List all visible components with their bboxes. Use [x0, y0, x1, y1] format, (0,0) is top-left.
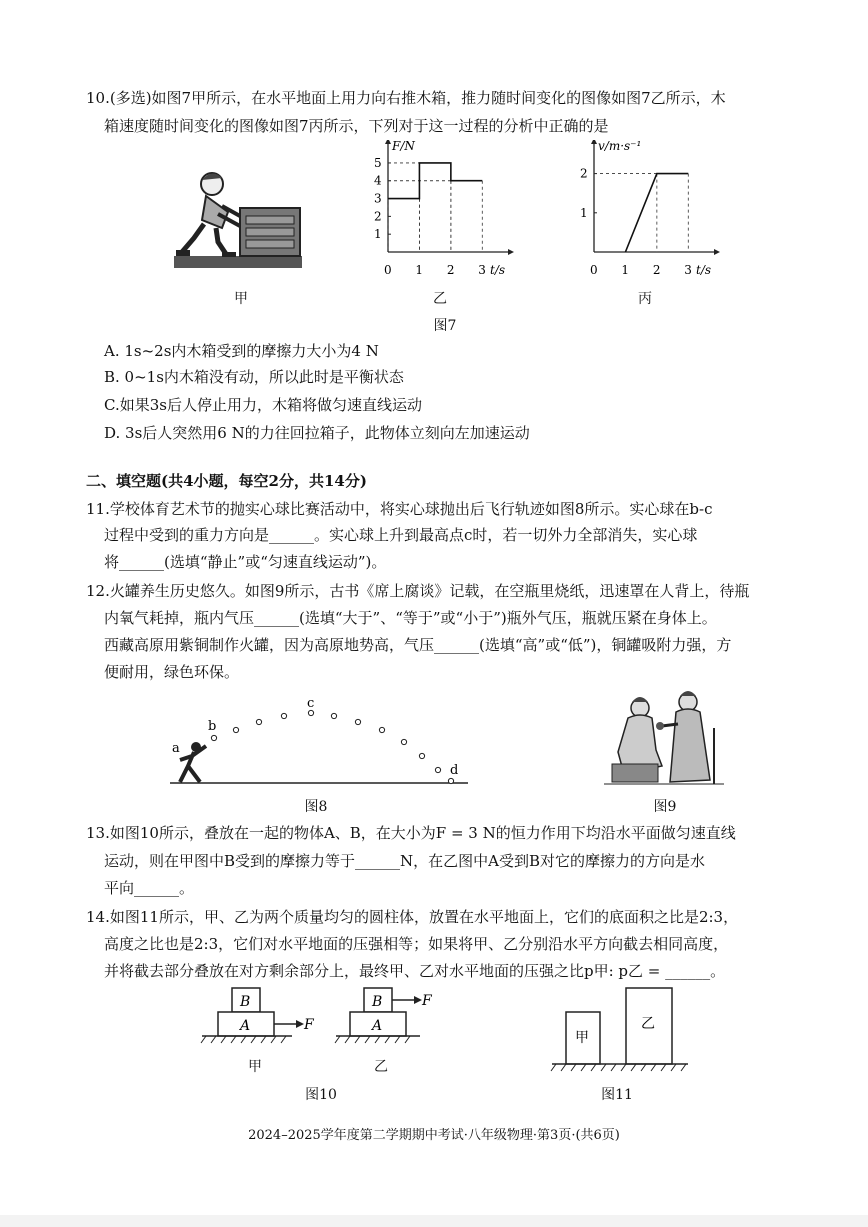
fig8-label-b: b: [208, 719, 217, 734]
fig10-yi-label-b: B: [372, 994, 383, 1010]
fig7-velocity-y-arrow: [591, 140, 597, 144]
q12-line-4: 便耐用，绿色环保。: [104, 663, 240, 681]
fig7-velocity-x-label: t/s: [696, 263, 712, 277]
fig7-force-y-label: F/N: [392, 140, 415, 153]
q10-option-d: D. 3s后人突然用6 N的力往回拉箱子，此物体立刻向左加速运动: [104, 424, 530, 442]
fig7-caption: 图7: [433, 318, 457, 334]
q10-option-b: B. 0~1s内木箱没有动，所以此时是平衡状态: [104, 368, 404, 386]
fig10-jia-label-b: B: [240, 994, 251, 1010]
q14-line-1: 14.如图11所示，甲、乙为两个质量均匀的圆柱体，放置在水平地面上，它们的底面积之比是2:3，: [86, 908, 739, 926]
fig7-force-x-tick-3: 3: [478, 263, 486, 277]
q13-line-2: 运动，则在甲图中B受到的摩擦力等于______N，在乙图中A受到B对它的摩擦力的方向是水: [104, 852, 706, 870]
q12-line-3: 西藏高原用紫铜制作火罐，因为高原地势高，气压______(选填“高”或“低”)，铜罐吸附力强，方: [104, 636, 732, 654]
fig11-label-yi: 乙: [641, 1016, 655, 1032]
section-title: 二、填空题(共4小题，每空2分，共14分): [86, 472, 367, 490]
fig7-force-x-tick-1: 1: [415, 263, 424, 277]
fig7-velocity-x-tick-2: 2: [652, 263, 661, 277]
q12-line-2: 内氧气耗掉，瓶内气压______(选填“大于”、“等于”或“小于”)瓶外气压，瓶就压紧在身体上。: [104, 609, 717, 627]
fig7-velocity-x-tick-3: 3: [684, 263, 692, 277]
fig10-caption: 图10: [305, 1087, 337, 1103]
fig8-label-c: c: [307, 696, 315, 711]
q13-line-3: 平向______。: [104, 879, 195, 897]
q13-line-1: 13.如图10所示，叠放在一起的物体A、B，在大小为F = 3 N的恒力作用下均沿水平面做匀速直线: [86, 824, 736, 842]
fig10-jia-label-a: A: [240, 1018, 251, 1034]
q10-line-2: 箱速度随时间变化的图像如图7丙所示，下列对于这一过程的分析中正确的是: [104, 117, 609, 135]
fig10-label-yi: 乙: [374, 1059, 388, 1075]
fig7-label-yi: 乙: [433, 291, 447, 307]
fig7-velocity-x-tick-1: 1: [621, 263, 630, 277]
fig7-force-x-label: t/s: [490, 263, 506, 277]
q11-line-3: 将______(选填“静止”或“匀速直线运动”)。: [104, 553, 387, 571]
fig8-caption: 图8: [304, 799, 328, 815]
fig8-trajectory-diagram: [166, 690, 476, 790]
q11-line-2: 过程中受到的重力方向是______。实心球上升到最高点c时，若一切外力全部消失，实心球: [104, 526, 698, 544]
fig8-label-a: a: [172, 741, 180, 756]
fig10-jia-stacked-blocks: [200, 984, 320, 1064]
fig7-velocity-x-arrow: [714, 249, 720, 255]
q10-option-c: C.如果3s后人停止用力，木箱将做匀速直线运动: [104, 396, 422, 414]
fig7-force-y-arrow: [385, 140, 391, 144]
fig7-yi-force-time-chart: [364, 140, 524, 280]
fig10-label-jia: 甲: [248, 1059, 262, 1075]
q10-line-1: 10.(多选)如图7甲所示，在水平地面上用力向右推木箱，推力随时间变化的图像如图7乙所示，木: [86, 89, 726, 107]
fig7-force-y-tick-4: 4: [374, 173, 382, 188]
fig7-force-y-tick-5: 5: [374, 155, 382, 170]
fig9-caption: 图9: [653, 799, 677, 815]
fig7-force-y-tick-3: 3: [374, 191, 382, 206]
fig7-velocity-x-tick-0: 0: [590, 263, 598, 277]
fig7-bing-velocity-time-chart: [570, 140, 730, 280]
fig10-jia-label-f: F: [304, 1017, 314, 1033]
fig7-force-y-tick-1: 1: [374, 227, 382, 242]
fig7-force-x-arrow: [508, 249, 514, 255]
fig7-velocity-y-label: v/m·s⁻¹: [598, 140, 642, 153]
q14-line-3: 并将截去部分叠放在对方剩余部分上，最终甲、乙对水平地面的压强之比p甲: p乙 = ______。: [104, 962, 726, 980]
fig11-caption: 图11: [601, 1087, 633, 1103]
fig11-cylinders: [548, 984, 698, 1078]
fig10-yi-label-a: A: [372, 1018, 383, 1034]
fig7-jia-person-pushing-box: [172, 168, 304, 272]
q14-line-2: 高度之比也是2:3，它们对水平地面的压强相等；如果将甲、乙分别沿水平方向截去相同高度，: [104, 935, 729, 953]
fig7-velocity-y-tick-1: 1: [580, 205, 588, 220]
q12-line-1: 12.火罐养生历史悠久。如图9所示，古书《席上腐谈》记载，在空瓶里烧纸，迅速罩在人背上，待瓶: [86, 582, 750, 600]
fig7-velocity-y-tick-2: 2: [580, 166, 588, 181]
fig7-force-y-tick-2: 2: [374, 209, 382, 224]
fig8-label-d: d: [450, 763, 459, 778]
fig7-label-jia: 甲: [234, 291, 248, 307]
page-footer: 2024–2025学年度第二学期期中考试·八年级物理·第3页·(共6页): [248, 1128, 620, 1143]
fig7-force-x-tick-2: 2: [446, 263, 455, 277]
fig10-yi-label-f: F: [422, 993, 432, 1009]
fig11-label-jia: 甲: [575, 1030, 589, 1046]
bottom-strip: [0, 1215, 868, 1227]
q11-line-1: 11.学校体育艺术节的抛实心球比赛活动中，将实心球抛出后飞行轨迹如图8所示。实心球在b-c: [86, 500, 713, 518]
fig7-force-x-tick-0: 0: [384, 263, 392, 277]
fig10-yi-stacked-blocks: [334, 984, 454, 1064]
fig9-cupping-illustration: [604, 688, 724, 786]
q10-option-a: A. 1s~2s内木箱受到的摩擦力大小为4 N: [104, 342, 379, 360]
fig7-label-bing: 丙: [638, 291, 652, 307]
